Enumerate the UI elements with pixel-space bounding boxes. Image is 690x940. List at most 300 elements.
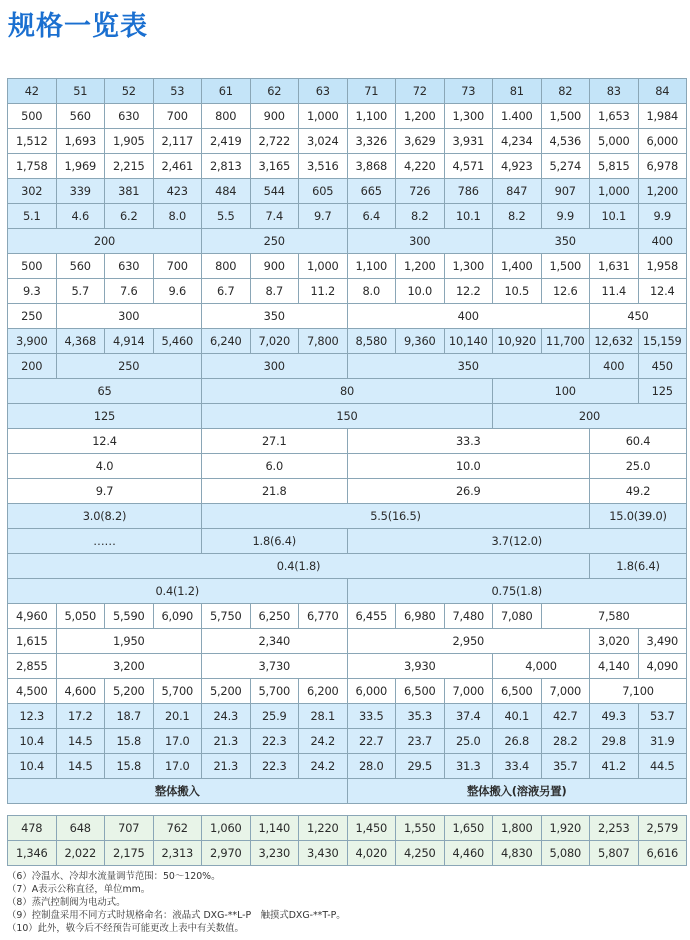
- table-cell: 15,159: [638, 329, 687, 354]
- table-cell: 4,960: [8, 604, 57, 629]
- table-cell: 1,984: [638, 104, 687, 129]
- table-cell: 0.4(1.2): [8, 579, 348, 604]
- table-cell: 1,200: [638, 179, 687, 204]
- table-cell: 10.1: [590, 204, 639, 229]
- table-cell: 6.0: [202, 454, 348, 479]
- table-cell: 478: [8, 816, 57, 841]
- table-cell: 250: [8, 304, 57, 329]
- table-cell: 42.7: [541, 704, 590, 729]
- table-cell: 23.7: [396, 729, 445, 754]
- table-cell: 350: [493, 229, 639, 254]
- table-cell: 6,770: [299, 604, 348, 629]
- spec-table: [7, 78, 687, 804]
- table-cell: 2,950: [347, 629, 590, 654]
- table-cell: 10.4: [8, 754, 57, 779]
- table-cell: 1,200: [396, 104, 445, 129]
- table-cell: 2,419: [202, 129, 251, 154]
- table-cell: 4,250: [396, 841, 445, 866]
- table-row: [8, 329, 687, 354]
- table-cell: 1,958: [638, 254, 687, 279]
- table-cell: 1,060: [202, 816, 251, 841]
- table-cell: 4,000: [493, 654, 590, 679]
- table-cell: 84: [638, 79, 687, 104]
- footnote: （7）A表示公称直径，单位mm。: [7, 884, 151, 895]
- table-row: [8, 454, 687, 479]
- table-cell: 3,326: [347, 129, 396, 154]
- table-cell: 1,300: [444, 254, 493, 279]
- table-cell: 4.0: [8, 454, 202, 479]
- table-cell: 5,807: [590, 841, 639, 866]
- table-cell: 4,923: [493, 154, 542, 179]
- table-cell: 9.9: [541, 204, 590, 229]
- table-cell: 1,000: [590, 179, 639, 204]
- table-cell: ……: [8, 529, 202, 554]
- table-cell: 7,480: [444, 604, 493, 629]
- table-cell: 5,274: [541, 154, 590, 179]
- table-cell: 1,000: [299, 104, 348, 129]
- table-cell: 10.4: [8, 729, 57, 754]
- table-cell: 3.7(12.0): [347, 529, 687, 554]
- table-cell: 800: [202, 254, 251, 279]
- table-cell: 450: [638, 354, 687, 379]
- table-cell: 26.9: [347, 479, 590, 504]
- table-cell: 2,722: [250, 129, 299, 154]
- table-cell: 1,100: [347, 254, 396, 279]
- table-cell: 4,500: [8, 679, 57, 704]
- table-cell: 6,000: [347, 679, 396, 704]
- table-cell: 7.4: [250, 204, 299, 229]
- table-cell: 12.3: [8, 704, 57, 729]
- table-cell: 10,140: [444, 329, 493, 354]
- table-cell: 37.4: [444, 704, 493, 729]
- table-cell: 707: [105, 816, 154, 841]
- table-cell: 41.2: [590, 754, 639, 779]
- table-cell: 22.3: [250, 754, 299, 779]
- table-cell: 6,500: [396, 679, 445, 704]
- table-cell: 500: [8, 254, 57, 279]
- table-cell: 17.2: [56, 704, 105, 729]
- table-cell: 22.3: [250, 729, 299, 754]
- table-cell: 9.7: [299, 204, 348, 229]
- table-cell: 1,950: [56, 629, 202, 654]
- table-cell: 250: [202, 229, 348, 254]
- table-cell: 1.8(6.4): [202, 529, 348, 554]
- table-cell: 21.3: [202, 729, 251, 754]
- table-cell: 49.3: [590, 704, 639, 729]
- table-cell: 6,455: [347, 604, 396, 629]
- table-cell: 5.7: [56, 279, 105, 304]
- table-cell: 786: [444, 179, 493, 204]
- table-cell: 3,200: [56, 654, 202, 679]
- table-cell: 3,430: [299, 841, 348, 866]
- table-cell: 400: [638, 229, 687, 254]
- table-cell: 450: [590, 304, 687, 329]
- table-cell: 350: [347, 354, 590, 379]
- table-cell: 1,650: [444, 816, 493, 841]
- table-cell: 53.7: [638, 704, 687, 729]
- table-row: [8, 479, 687, 504]
- table-cell: 24.3: [202, 704, 251, 729]
- table-cell: 1,905: [105, 129, 154, 154]
- table-cell: 800: [202, 104, 251, 129]
- table-row: [8, 504, 687, 529]
- table-cell: 560: [56, 254, 105, 279]
- table-row: [8, 154, 687, 179]
- table-cell: 4,220: [396, 154, 445, 179]
- table-cell: 33.5: [347, 704, 396, 729]
- table-cell: 250: [56, 354, 202, 379]
- table-cell: 25.0: [444, 729, 493, 754]
- table-cell: 9.3: [8, 279, 57, 304]
- table-cell: 26.8: [493, 729, 542, 754]
- table-cell: 2,579: [638, 816, 687, 841]
- footnote: （10）此外，敬今后不经预告可能更改上表中有关数值。: [7, 923, 244, 934]
- table-cell: 665: [347, 179, 396, 204]
- table-cell: 42: [8, 79, 57, 104]
- table-cell: 44.5: [638, 754, 687, 779]
- table-cell: 81: [493, 79, 542, 104]
- table-cell: 2,970: [202, 841, 251, 866]
- table-cell: 3.0(8.2): [8, 504, 202, 529]
- table-cell: 21.8: [202, 479, 348, 504]
- table-cell: 2,022: [56, 841, 105, 866]
- table-cell: 6,090: [153, 604, 202, 629]
- table-cell: 400: [347, 304, 590, 329]
- table-row: [8, 429, 687, 454]
- table-row: [8, 841, 687, 866]
- table-cell: 28.2: [541, 729, 590, 754]
- table-cell: 18.7: [105, 704, 154, 729]
- table-cell: 1.8(6.4): [590, 554, 687, 579]
- table-cell: 7,580: [541, 604, 687, 629]
- table-row: [8, 704, 687, 729]
- table-cell: 4,830: [493, 841, 542, 866]
- table-cell: 4,020: [347, 841, 396, 866]
- table-cell: 4,571: [444, 154, 493, 179]
- table-cell: 9.9: [638, 204, 687, 229]
- table-cell: 2,313: [153, 841, 202, 866]
- table-row: [8, 179, 687, 204]
- table-cell: 5,200: [105, 679, 154, 704]
- table-row: [8, 629, 687, 654]
- table-cell: 49.2: [590, 479, 687, 504]
- table-cell: 10,920: [493, 329, 542, 354]
- table-cell: 350: [202, 304, 348, 329]
- table-cell: 605: [299, 179, 348, 204]
- table-cell: 63: [299, 79, 348, 104]
- footnotes: [7, 870, 346, 935]
- footnote: （6）冷温水、冷却水流量调节范围：50～120%。: [7, 871, 221, 882]
- table-row: [8, 654, 687, 679]
- table-cell: 10.5: [493, 279, 542, 304]
- table-cell: 9.6: [153, 279, 202, 304]
- table-cell: 7,000: [444, 679, 493, 704]
- table-cell: 52: [105, 79, 154, 104]
- table-row: [8, 129, 687, 154]
- table-cell: 51: [56, 79, 105, 104]
- table-cell: 1,631: [590, 254, 639, 279]
- table-cell: 6,200: [299, 679, 348, 704]
- table-cell: 11.4: [590, 279, 639, 304]
- table-cell: 12,632: [590, 329, 639, 354]
- table-cell: 28.1: [299, 704, 348, 729]
- table-row: [8, 554, 687, 579]
- table-cell: 5,460: [153, 329, 202, 354]
- table-row: [8, 404, 687, 429]
- table-cell: 339: [56, 179, 105, 204]
- footnote: （9）控制盘采用不同方式时规格命名：液晶式 DXG-**L-P 触摸式DXG-**T-P。: [7, 910, 346, 921]
- table-cell: 150: [202, 404, 493, 429]
- table-cell: 4,140: [590, 654, 639, 679]
- table-cell: 71: [347, 79, 396, 104]
- table-cell: 1,220: [299, 816, 348, 841]
- table-cell: 3,490: [638, 629, 687, 654]
- table-cell: 1,615: [8, 629, 57, 654]
- table-cell: 1,200: [396, 254, 445, 279]
- table-row: [8, 604, 687, 629]
- table-cell: 8.7: [250, 279, 299, 304]
- table-cell: 80: [202, 379, 493, 404]
- table-cell: 1,346: [8, 841, 57, 866]
- table-cell: 25.0: [590, 454, 687, 479]
- table-cell: 4,914: [105, 329, 154, 354]
- table-cell: 4,234: [493, 129, 542, 154]
- table-cell: 21.3: [202, 754, 251, 779]
- table-cell: 100: [493, 379, 639, 404]
- table-cell: 3,020: [590, 629, 639, 654]
- table-cell: 5.1: [8, 204, 57, 229]
- table-cell: 200: [493, 404, 687, 429]
- table-cell: 2,855: [8, 654, 57, 679]
- table-cell: 6.4: [347, 204, 396, 229]
- table-row: [8, 304, 687, 329]
- table-cell: 500: [8, 104, 57, 129]
- table-cell: 83: [590, 79, 639, 104]
- table-cell: 1,512: [8, 129, 57, 154]
- table-row: [8, 104, 687, 129]
- table-cell: 53: [153, 79, 202, 104]
- table-cell: 25.9: [250, 704, 299, 729]
- table-cell: 7,000: [541, 679, 590, 704]
- table-cell: 7,020: [250, 329, 299, 354]
- table-cell: 381: [105, 179, 154, 204]
- table-cell: 35.7: [541, 754, 590, 779]
- table-cell: 28.0: [347, 754, 396, 779]
- table-cell: 7,100: [590, 679, 687, 704]
- table-cell: 11,700: [541, 329, 590, 354]
- table-cell: 423: [153, 179, 202, 204]
- table-cell: 5,700: [250, 679, 299, 704]
- table-cell: 15.8: [105, 754, 154, 779]
- table-cell: 544: [250, 179, 299, 204]
- table-cell: 60.4: [590, 429, 687, 454]
- table-cell: 2,253: [590, 816, 639, 841]
- table-cell: 82: [541, 79, 590, 104]
- table-cell: 27.1: [202, 429, 348, 454]
- table-cell: 1,653: [590, 104, 639, 129]
- table-cell: 22.7: [347, 729, 396, 754]
- table-cell: 700: [153, 254, 202, 279]
- table-cell: 0.4(1.8): [8, 554, 590, 579]
- table-cell: 700: [153, 104, 202, 129]
- table-cell: 10.0: [347, 454, 590, 479]
- table-cell: 15.8: [105, 729, 154, 754]
- table-cell: 8.2: [493, 204, 542, 229]
- table-cell: 1,969: [56, 154, 105, 179]
- table-cell: 72: [396, 79, 445, 104]
- table-cell: 9.7: [8, 479, 202, 504]
- table-cell: 5,200: [202, 679, 251, 704]
- table-cell: 5,815: [590, 154, 639, 179]
- table-cell: 907: [541, 179, 590, 204]
- table-cell: 630: [105, 254, 154, 279]
- table-cell: 29.5: [396, 754, 445, 779]
- table-cell: 125: [638, 379, 687, 404]
- table-cell: 6,240: [202, 329, 251, 354]
- table-row: [8, 229, 687, 254]
- table-cell: 31.9: [638, 729, 687, 754]
- table-cell: 5.5(16.5): [202, 504, 590, 529]
- table-row: [8, 754, 687, 779]
- table-cell: 12.6: [541, 279, 590, 304]
- table-cell: 2,461: [153, 154, 202, 179]
- table-cell: 5,000: [590, 129, 639, 154]
- table-cell: 6,980: [396, 604, 445, 629]
- table-cell: 65: [8, 379, 202, 404]
- table-cell: 8,580: [347, 329, 396, 354]
- table-cell: 7,800: [299, 329, 348, 354]
- table-cell: 1,550: [396, 816, 445, 841]
- table-cell: 1,450: [347, 816, 396, 841]
- table-cell: 1,300: [444, 104, 493, 129]
- table-cell: 20.1: [153, 704, 202, 729]
- table-cell: 2,813: [202, 154, 251, 179]
- table-cell: 5.5: [202, 204, 251, 229]
- table-cell: 400: [590, 354, 639, 379]
- table-cell: 29.8: [590, 729, 639, 754]
- table-cell: 11.2: [299, 279, 348, 304]
- table-cell: 8.0: [347, 279, 396, 304]
- table-cell: 7,080: [493, 604, 542, 629]
- table-cell: 5,750: [202, 604, 251, 629]
- table-row: [8, 816, 687, 841]
- table-cell: 3,868: [347, 154, 396, 179]
- table-cell: 1,000: [299, 254, 348, 279]
- table-cell: 648: [56, 816, 105, 841]
- table-cell: 5,590: [105, 604, 154, 629]
- table-cell: 8.0: [153, 204, 202, 229]
- table-cell: 8.2: [396, 204, 445, 229]
- table-cell: 5,080: [541, 841, 590, 866]
- table-cell: 31.3: [444, 754, 493, 779]
- table-row: [8, 354, 687, 379]
- table-cell: 2,175: [105, 841, 154, 866]
- table-cell: 4,600: [56, 679, 105, 704]
- table-cell: 300: [347, 229, 493, 254]
- table-row: [8, 579, 687, 604]
- table-cell: 3,516: [299, 154, 348, 179]
- table-cell: 24.2: [299, 754, 348, 779]
- table-cell: 14.5: [56, 754, 105, 779]
- table-cell: 10.0: [396, 279, 445, 304]
- table-cell: 7.6: [105, 279, 154, 304]
- table-cell: 1,500: [541, 254, 590, 279]
- table-cell: 3,024: [299, 129, 348, 154]
- table-cell: 6,000: [638, 129, 687, 154]
- table-cell: 900: [250, 104, 299, 129]
- table-cell: 10.1: [444, 204, 493, 229]
- table-cell: 847: [493, 179, 542, 204]
- table-cell: 125: [8, 404, 202, 429]
- table-cell: 6,978: [638, 154, 687, 179]
- table-cell: 12.4: [8, 429, 202, 454]
- table-cell: 6,500: [493, 679, 542, 704]
- table-cell: 24.2: [299, 729, 348, 754]
- table-cell: 726: [396, 179, 445, 204]
- table-cell: 1,800: [493, 816, 542, 841]
- table-cell: 3,165: [250, 154, 299, 179]
- table-cell: 62: [250, 79, 299, 104]
- table-cell: 整体搬入: [8, 779, 348, 804]
- table-cell: 35.3: [396, 704, 445, 729]
- table-cell: 200: [8, 354, 57, 379]
- table-cell: 4,536: [541, 129, 590, 154]
- table-cell: 1,920: [541, 816, 590, 841]
- table-cell: 3,900: [8, 329, 57, 354]
- table-row: [8, 79, 687, 104]
- table-cell: 302: [8, 179, 57, 204]
- spec-table-bottom: [7, 815, 687, 866]
- table-row: [8, 529, 687, 554]
- table-cell: 3,629: [396, 129, 445, 154]
- table-cell: 2,117: [153, 129, 202, 154]
- table-cell: 300: [202, 354, 348, 379]
- table-cell: 1,140: [250, 816, 299, 841]
- table-cell: 6.7: [202, 279, 251, 304]
- table-cell: 12.4: [638, 279, 687, 304]
- table-cell: 15.0(39.0): [590, 504, 687, 529]
- table-cell: 9,360: [396, 329, 445, 354]
- table-cell: 整体搬入(溶液另置): [347, 779, 687, 804]
- table-cell: 17.0: [153, 729, 202, 754]
- table-cell: 73: [444, 79, 493, 104]
- table-cell: 1,693: [56, 129, 105, 154]
- table-row: [8, 254, 687, 279]
- table-cell: 200: [8, 229, 202, 254]
- table-cell: 2,340: [202, 629, 348, 654]
- table-cell: 762: [153, 816, 202, 841]
- table-cell: 3,930: [347, 654, 493, 679]
- table-cell: 6.2: [105, 204, 154, 229]
- table-cell: 2,215: [105, 154, 154, 179]
- table-row: [8, 679, 687, 704]
- table-cell: 1,500: [541, 104, 590, 129]
- table-cell: 12.2: [444, 279, 493, 304]
- table-cell: 33.4: [493, 754, 542, 779]
- table-cell: 1,100: [347, 104, 396, 129]
- table-cell: 0.75(1.8): [347, 579, 687, 604]
- table-cell: 300: [56, 304, 202, 329]
- table-cell: 14.5: [56, 729, 105, 754]
- table-cell: 6,250: [250, 604, 299, 629]
- page-title: 规格一览表: [8, 11, 148, 42]
- table-cell: 17.0: [153, 754, 202, 779]
- table-cell: 5,050: [56, 604, 105, 629]
- table-cell: 3,931: [444, 129, 493, 154]
- table-cell: 4,090: [638, 654, 687, 679]
- table-cell: 4,460: [444, 841, 493, 866]
- table-cell: 560: [56, 104, 105, 129]
